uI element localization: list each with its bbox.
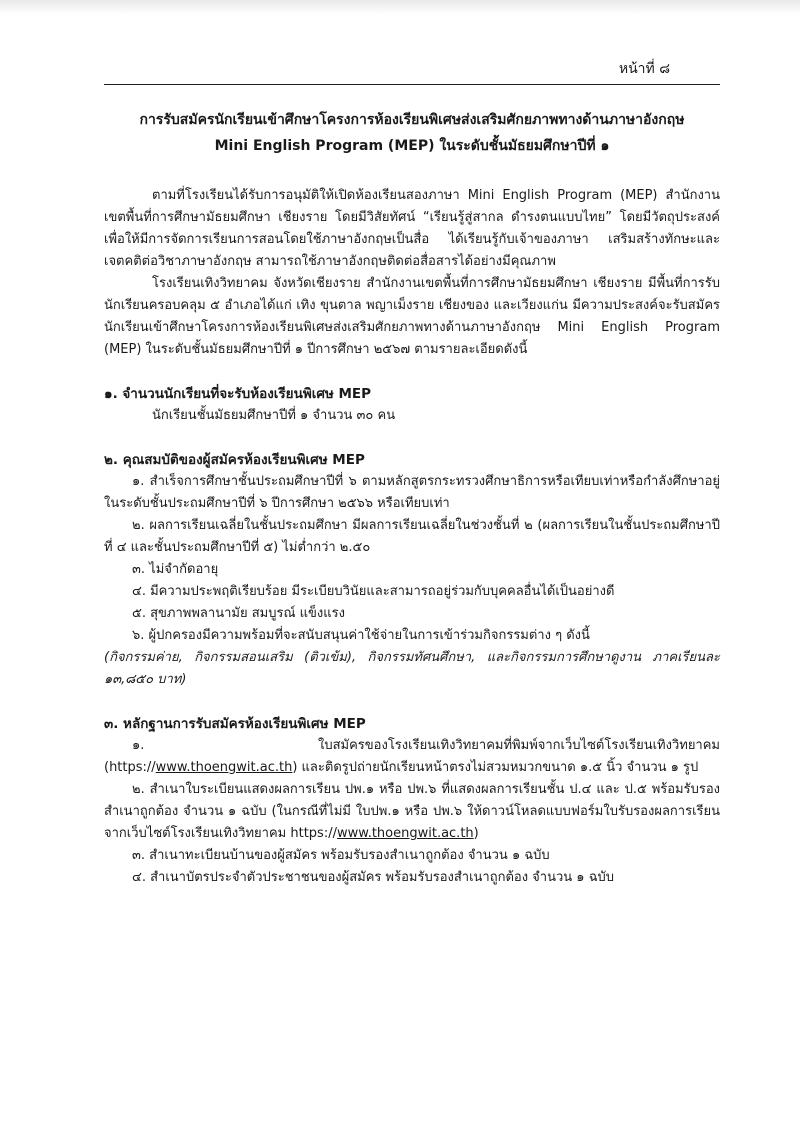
evidence-item-1-text-end: ) และติดรูปถ่ายนักเรียนหน้าตรงไม่สวมหมวกขนาด ๑.๕ นิ้ว จำนวน ๑ รูป [292,760,699,775]
section-2 [104,449,720,691]
evidence-item-1-text: ๑. ใบสมัครของโรงเรียนเทิงวิทยาคมที่พิมพ์จากเว็บไซต์โรงเรียนเทิงวิทยาคม (https:// [104,738,720,775]
section-1-heading: ๑. จำนวนนักเรียนที่จะรับห้องเรียนพิเศษ MEP [104,386,372,402]
qualification-item-3: ๓. ไม่จำกัดอายุ [132,562,219,577]
scan-top-edge [0,0,800,14]
evidence-item-2-text: ๒. สำเนาใบระเบียนแสดงผลการเรียน ปพ.๑ หรือ ปพ.๖ ที่แสดงผลการเรียนชั้น ป.๔ และ ป.๕ พร้อมรับรองสำเนาถูกต้อง จำนวน ๑ ฉบับ (ในกรณีที่ไม่มี ใบปพ.๑ หรือ ปพ.๖ ให้ดาวน์โหลดแบบฟอร์มใบรับรองผลการเรียนจากเว็บไซต์โรงเรียนเทิงวิทยาคม https:// [104,782,720,841]
activity-cost-note: (กิจกรรมค่าย, กิจกรรมสอนเสริม (ติวเข้ม), กิจกรรมทัศนศึกษา, และกิจกรรมการศึกษาดูงาน ภาคเรียนละ ๑๓,๘๕๐ บาท) [104,650,720,687]
qualification-item-5: ๕. สุขภาพพลานามัย สมบูรณ์ แข็งแรง [132,606,345,621]
evidence-item-4: ๔. สำเนาบัตรประจำตัวประชาชนของผู้สมัคร พร้อมรับรองสำเนาถูกต้อง จำนวน ๑ ฉบับ [132,870,615,885]
section-3-heading: ๓. หลักฐานการรับสมัครห้องเรียนพิเศษ MEP [104,716,366,732]
evidence-item-3: ๓. สำเนาทะเบียนบ้านของผู้สมัคร พร้อมรับรองสำเนาถูกต้อง จำนวน ๑ ฉบับ [132,848,550,863]
title-line-2: Mini English Program (MEP) ในระดับชั้นมัธยมศึกษาปีที่ ๑ [214,138,610,154]
section-2-heading: ๒. คุณสมบัติของผู้สมัครห้องเรียนพิเศษ MEP [104,452,365,468]
title-line-1: การรับสมัครนักเรียนเข้าศึกษาโครงการห้องเรียนพิเศษส่งเสริมศักยภาพทางด้านภาษาอังกฤษ [139,112,685,128]
school-website-link-2[interactable]: www.thoengwit.ac.th [336,826,474,841]
evidence-item-1 [104,735,720,779]
qualification-item-2: ๒. ผลการเรียนเฉลี่ยในชั้นประถมศึกษา มีผลการเรียนเฉลี่ยในช่วงชั้นที่ ๒ (ผลการเรียนในชั้นประถมศึกษาปีที่ ๔ และชั้นประถมศึกษาปีที่ ๕) ไม่ต่ำกว่า ๒.๕๐ [104,518,720,555]
document-title [104,107,720,159]
intro-paragraph-1: ตามที่โรงเรียนได้รับการอนุมัติให้เปิดห้องเรียนสองภาษา Mini English Program (MEP) สำนักงานเขตพื้นที่การศึกษามัธยมศึกษา เชียงราย โดยมีวิสัยทัศน์ “เรียนรู้สู่สากล ดำรงตนแบบไทย” โดยมีวัตถุประสงค์เพื่อให้มีการจัดการเรียนการสอนโดยใช้ภาษาอังกฤษเป็นสื่อ ได้เรียนรู้กับเจ้าของภาษา เสริมสร้างทักษะและเจตคติต่อวิชาภาษาอังกฤษ สามารถใช้ภาษาอังกฤษติดต่อสื่อสารได้อย่างมีคุณภาพ [104,188,720,269]
qualification-item-1: ๑. สำเร็จการศึกษาชั้นประถมศึกษาปีที่ ๖ ตามหลักสูตรกระทรวงศึกษาธิการหรือเทียบเท่าหรือกำลังศึกษาอยู่ในระดับชั้นประถมศึกษาปีที่ ๖ ปีการศึกษา ๒๕๖๖ หรือเทียบเท่า [104,474,720,511]
qualification-item-6: ๖. ผู้ปกครองมีความพร้อมที่จะสนับสนุนค่าใช้จ่ายในการเข้าร่วมกิจกรรมต่าง ๆ ดังนี้ [132,628,590,643]
section-3 [104,713,720,889]
qualification-item-4: ๔. มีความประพฤติเรียบร้อย มีระเบียบวินัยและสามารถอยู่ร่วมกับบุคคลอื่นได้เป็นอย่างดี [132,584,615,599]
school-website-link[interactable]: www.thoengwit.ac.th [155,760,293,775]
intro-paragraph-2: โรงเรียนเทิงวิทยาคม จังหวัดเชียงราย สำนักงานเขตพื้นที่การศึกษามัธยมศึกษา เชียงราย มีพื้นที่การรับนักเรียนครอบคลุม ๕ อำเภอได้แก่ เทิง ขุนตาล พญาเม็งราย เชียงของ และเวียงแก่น มีความประสงค์จะรับสมัครนักเรียนเข้าศึกษาโครงการห้องเรียนพิเศษส่งเสริมศักยภาพทางด้านภาษาอังกฤษ Mini English Program (MEP) ในระดับชั้นมัธยมศึกษาปีที่ ๑ ปีการศึกษา ๒๕๖๗ ตามรายละเอียดดังนี้ [104,276,720,357]
document-page [104,58,720,889]
evidence-item-2 [104,779,720,845]
section-1-line: นักเรียนชั้นมัธยมศึกษาปีที่ ๑ จำนวน ๓๐ คน [152,408,396,423]
evidence-item-2-text-end: ) [473,826,479,841]
section-1 [104,383,720,427]
header-rule [104,84,720,85]
page-number: หน้าที่ ๘ [618,61,670,77]
